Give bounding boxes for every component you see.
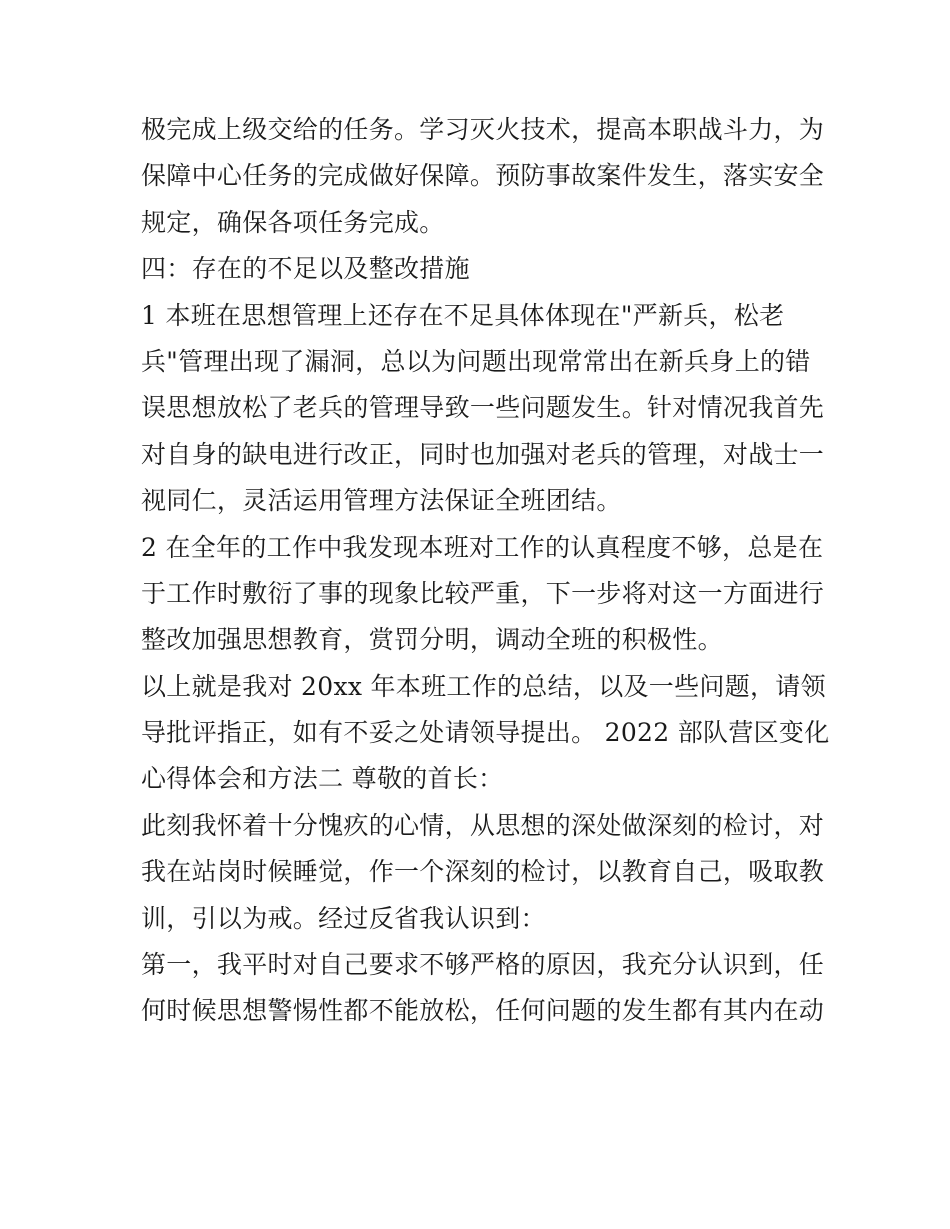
text-line: 视同仁，灵活运用管理方法保证全班团结。 [141,486,622,516]
text-line: 我在站岗时候睡觉，作一个深刻的检讨，以教育自己，吸取教 [141,857,825,887]
text-line: 整改加强思想教育，赏罚分明，调动全班的积极性。 [141,625,723,655]
text-line: 以上就是我对 20xx 年本班工作的总结，以及一些问题，请领 [141,671,826,701]
text-line: 此刻我怀着十分愧疚的心情，从思想的深处做深刻的检讨，对 [141,810,825,840]
text-line: 误思想放松了老兵的管理导致一些问题发生。针对情况我首先 [141,393,825,423]
text-line: 心得体会和方法二 尊敬的首长： [141,764,504,794]
text-line: 何时候思想警惕性都不能放松，任何问题的发生都有其内在动 [141,996,825,1026]
text-line: 训，引以为戒。经过反省我认识到： [141,903,546,933]
text-line: 对自身的缺电进行改正，同时也加强对老兵的管理，对战士一 [141,439,825,469]
text-line: 第一，我平时对自己要求不够严格的原因，我充分认识到，任 [141,950,825,980]
text-line: 保障中心任务的完成做好保障。预防事故案件发生，落实安全 [141,161,825,191]
text-line: 极完成上级交给的任务。学习灭火技术，提高本职战斗力，为 [141,115,825,144]
text-line: 兵"管理出现了漏洞，总以为问题出现常常出在新兵身上的错 [141,346,811,376]
text-line: 2 在全年的工作中我发现本班对工作的认真程度不够，总是在 [141,532,824,562]
document-body [141,107,830,1035]
text-line: 导批评指正，如有不妥之处请领导提出。 2022 部队营区变化 [141,718,830,748]
text-line: 规定，确保各项任务完成。 [141,207,445,237]
text-line: 于工作时敷衍了事的现象比较严重，下一步将对这一方面进行 [141,578,825,608]
section-heading: 四：存在的不足以及整改措施 [141,254,470,284]
text-line: 1 本班在思想管理上还存在不足具体体现在"严新兵，松老 [141,300,785,330]
